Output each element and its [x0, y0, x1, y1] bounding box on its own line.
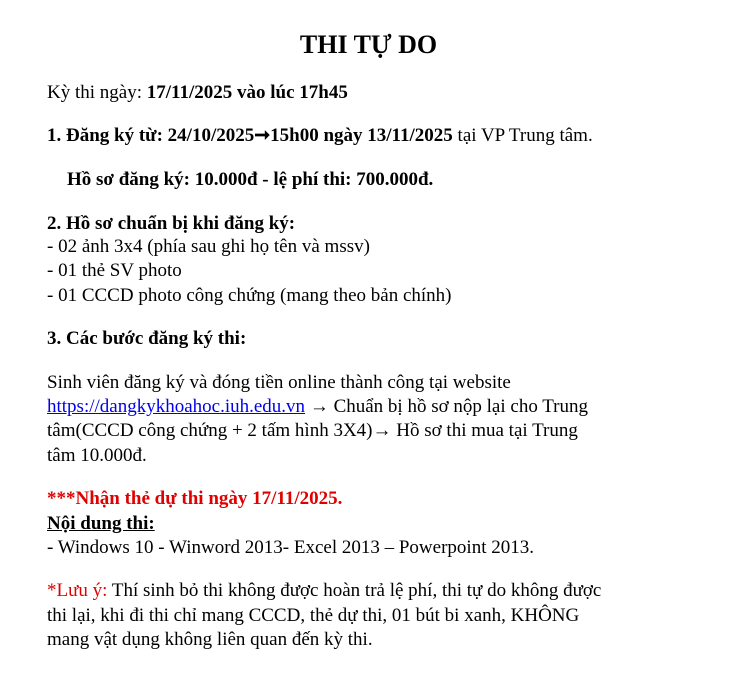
- documents-item-student-card: - 01 thẻ SV photo: [47, 260, 182, 281]
- note-line-3: mang vật dụng không liên quan đến kỳ thi.: [47, 629, 373, 650]
- registration-deadline: 15h00 ngày 13/11/2025: [270, 125, 453, 146]
- registration-fee-line: Hồ sơ đăng ký: 10.000đ - lệ phí thi: 700.000đ.: [67, 169, 434, 190]
- documents-item-id-card: - 01 CCCD photo công chứng (mang theo bản chính): [47, 285, 452, 306]
- registration-heading: 1. Đăng ký từ: 24/10/2025: [47, 125, 255, 146]
- note-line-2: thi lại, khi đi thi chỉ mang CCCD, thẻ dự thi, 01 bút bi xanh, KHÔNG: [47, 605, 580, 626]
- exam-date-value: 17/11/2025 vào lúc 17h45: [146, 82, 348, 103]
- registration-period-line: [47, 124, 593, 148]
- note-line-1: [47, 579, 601, 603]
- steps-line-2: [47, 395, 588, 419]
- steps-heading: 3. Các bước đăng ký thi:: [47, 328, 247, 349]
- content-heading: Nội dung thi:: [47, 513, 155, 534]
- documents-heading: 2. Hồ sơ chuẩn bị khi đăng ký:: [47, 213, 296, 234]
- note-text-1: Thí sinh bỏ thi không được hoàn trả lệ phí, thi tự do không được: [107, 580, 602, 601]
- notice-line: ***Nhận thẻ dự thi ngày 17/11/2025.: [47, 488, 343, 509]
- exam-date-line: [47, 81, 348, 105]
- page-title: THI TỰ DO: [299, 30, 438, 59]
- steps-line-4: tâm 10.000đ.: [47, 445, 147, 466]
- content-item: - Windows 10 - Winword 2013- Excel 2013 – Powerpoint 2013.: [47, 537, 534, 558]
- registration-website-link[interactable]: https://dangkykhoahoc.iuh.edu.vn: [47, 396, 306, 417]
- steps-line-3: tâm(CCCD công chứng + 2 tấm hình 3X4)→ Hồ sơ thi mua tại Trung: [47, 420, 578, 441]
- steps-line-1: Sinh viên đăng ký và đóng tiền online thành công tại website: [47, 372, 511, 393]
- note-label: *Lưu ý:: [47, 580, 108, 601]
- exam-date-label: Kỳ thi ngày:: [47, 82, 147, 103]
- steps-line-2-rest: → Chuẩn bị hồ sơ nộp lại cho Trung: [305, 396, 588, 417]
- arrow-icon: ➞: [254, 125, 271, 146]
- documents-item-photo: - 02 ảnh 3x4 (phía sau ghi họ tên và mssv): [47, 236, 370, 257]
- registration-location: tại VP Trung tâm.: [452, 125, 593, 146]
